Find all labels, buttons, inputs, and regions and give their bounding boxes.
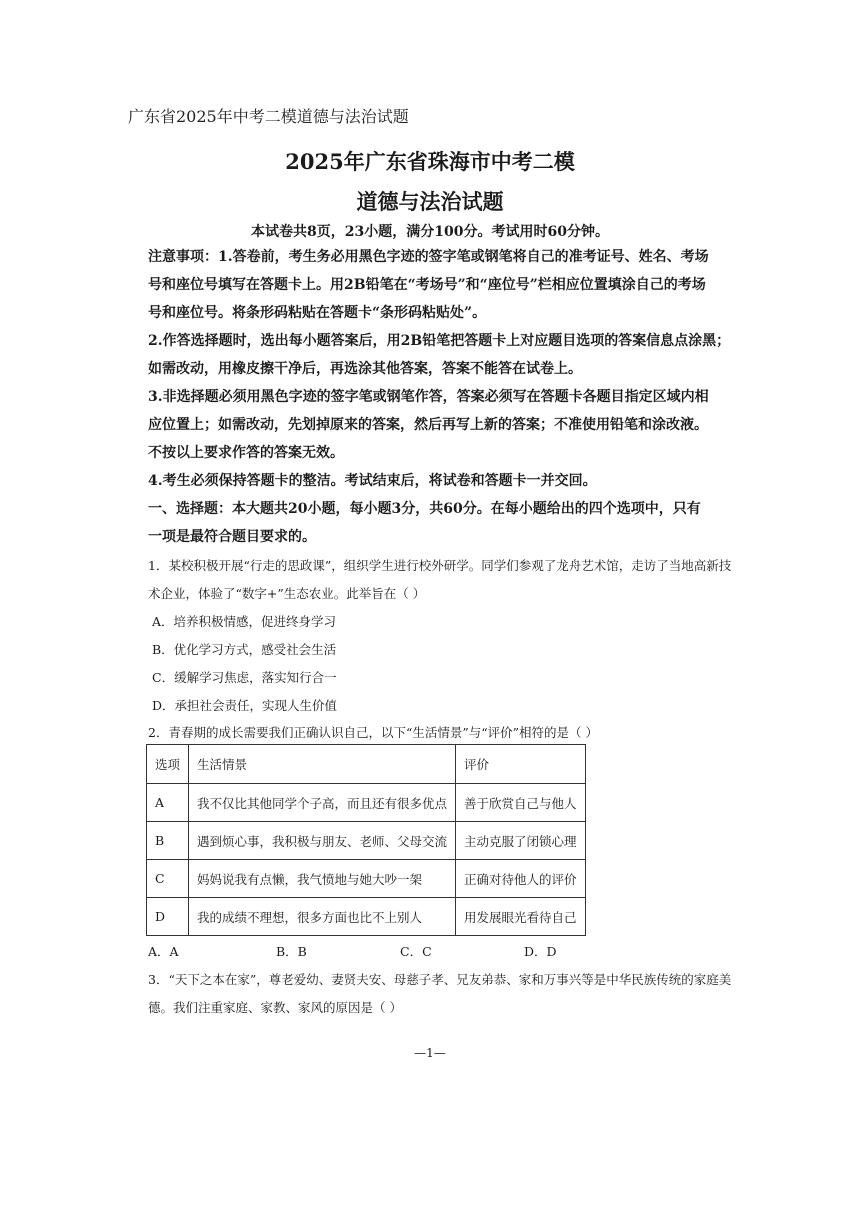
question-3-stem: 德。我们注重家庭、家教、家风的原因是（ ） bbox=[148, 1000, 402, 1015]
table-cell: 主动克服了闭锁心理 bbox=[456, 822, 586, 860]
notes-line: 号和座位号填写在答题卡上。用2B铅笔在“考场号”和“座位号”栏相应位置填涂自己的考场 bbox=[148, 277, 706, 293]
table-row bbox=[147, 898, 586, 936]
section-heading: 一、选择题：本大题共20小题，每小题3分，共60分。在每小题给出的四个选项中，只有 bbox=[148, 501, 701, 517]
table-cell: 遇到烦心事，我积极与朋友、老师、父母交流 bbox=[189, 822, 456, 860]
question-3-stem: 3．“天下之本在家”，尊老爱幼、妻贤夫安、母慈子孝、兄友弟恭、家和万事兴等是中华民族传统的家庭美 bbox=[148, 972, 732, 987]
table-cell: D bbox=[147, 898, 189, 936]
table-row bbox=[147, 860, 586, 898]
notes-line: 3.非选择题必须用黑色字迹的签字笔或钢笔作答，答案必须写在答题卡各题目指定区域内相 bbox=[148, 389, 709, 405]
notes-line: 2.作答选择题时，选出每小题答案后，用2B铅笔把答题卡上对应题目选项的答案信息点涂黑； bbox=[148, 333, 731, 349]
question-2-option-d: D．D bbox=[524, 944, 557, 959]
question-1-option-d: D．承担社会责任，实现人生价值 bbox=[152, 698, 338, 713]
table-cell: C bbox=[147, 860, 189, 898]
section-heading: 一项是最符合题目要求的。 bbox=[148, 529, 316, 545]
table-cell: A bbox=[147, 784, 189, 822]
table-cell: B bbox=[147, 822, 189, 860]
exam-info: 本试卷共8页，23小题，满分100分。考试用时60分钟。 bbox=[251, 224, 609, 240]
table-cell: 妈妈说我有点懒，我气愤地与她大吵一架 bbox=[189, 860, 456, 898]
question-2-stem: 2．青春期的成长需要我们正确认识自己，以下“生活情景”与“评价”相符的是（ ） bbox=[148, 725, 598, 740]
notes-line: 如需改动，用橡皮擦干净后，再选涂其他答案，答案不能答在试卷上。 bbox=[148, 361, 582, 377]
exam-subject: 道德与法治试题 bbox=[356, 189, 504, 214]
exam-title: 2025年广东省珠海市中考二模 bbox=[285, 149, 575, 174]
question-1-option-b: B．优化学习方式，感受社会生活 bbox=[152, 642, 337, 657]
question-1-option-a: A．培养积极情感，促进终身学习 bbox=[152, 614, 337, 629]
notes-line: 应位置上；如需改动，先划掉原来的答案，然后再写上新的答案；不准使用铅笔和涂改液。 bbox=[148, 417, 708, 433]
notes-line: 注意事项：1.答卷前，考生务必用黑色字迹的签字笔或钢笔将自己的准考证号、姓名、考场 bbox=[148, 249, 709, 265]
question-1-option-c: C．缓解学习焦虑，落实知行合一 bbox=[152, 670, 337, 685]
document-header: 广东省2025年中考二模道德与法治试题 bbox=[128, 107, 409, 126]
table-row bbox=[147, 784, 586, 822]
question-1-stem: 术企业，体验了“数字+”生态农业。此举旨在（ ） bbox=[148, 586, 426, 601]
table-cell: 我的成绩不理想，很多方面也比不上别人 bbox=[189, 898, 456, 936]
notes-line: 4.考生必须保持答题卡的整洁。考试结束后，将试卷和答题卡一并交回。 bbox=[148, 473, 597, 489]
page-number: —1— bbox=[414, 1046, 446, 1060]
question-2-table bbox=[146, 744, 586, 936]
notes-line: 号和座位号。将条形码粘贴在答题卡“条形码粘贴处”。 bbox=[148, 305, 487, 321]
table-cell: 用发展眼光看待自己 bbox=[456, 898, 586, 936]
question-2-option-b: B．B bbox=[276, 944, 307, 959]
table-row bbox=[147, 822, 586, 860]
table-cell: 我不仅比其他同学个子高，而且还有很多优点 bbox=[189, 784, 456, 822]
table-cell: 善于欣赏自己与他人 bbox=[456, 784, 586, 822]
table-header-cell: 生活情景 bbox=[189, 745, 456, 784]
table-header-cell: 评价 bbox=[456, 745, 586, 784]
table-header-row bbox=[147, 745, 586, 784]
question-2-option-c: C．C bbox=[400, 944, 432, 959]
table-header-cell: 选项 bbox=[147, 745, 189, 784]
table-cell: 正确对待他人的评价 bbox=[456, 860, 586, 898]
question-1-stem: 1．某校积极开展“行走的思政课”，组织学生进行校外研学。同学们参观了龙舟艺术馆，走访了当地高新技 bbox=[148, 558, 732, 573]
question-2-option-a: A．A bbox=[148, 944, 179, 959]
notes-line: 不按以上要求作答的答案无效。 bbox=[148, 445, 344, 461]
